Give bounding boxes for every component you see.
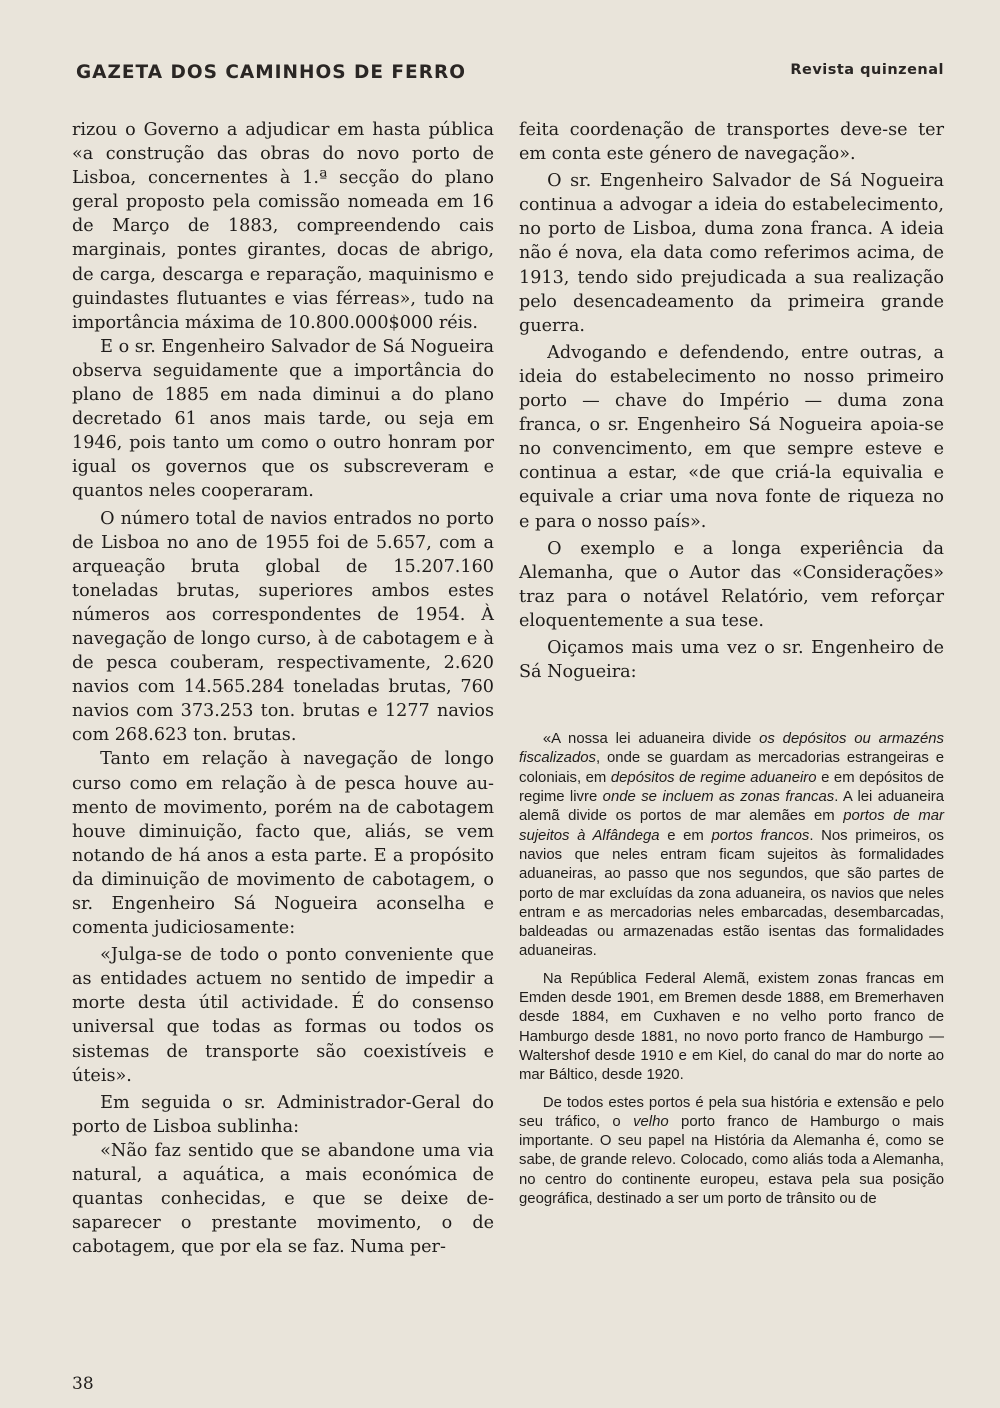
quote-paragraph: De todos estes portos é pela sua história e extensão e pelo seu tráfico, o velho porto franco de Hamburgo o mais importante. O seu papel na História da Alemanha é, como se sabe, de grande relevo. Colocado, como aliás toda a Alemanha, no centro do continente europeu, estava pela sua posição geográfica, destinado a ser um porto de trânsito ou de (519, 1094, 944, 1207)
paragraph: feita coordenação de transportes deve-se ter em conta este género de navegação». (519, 120, 944, 165)
paragraph: E o sr. Engenheiro Salvador de Sá Nogueira observa seguidamente que a importância do plano de 1885 em nada diminui a do plano decretado 61 anos mais tarde, ou seja em 1946, pois tanto um como o outro honram por igual os governos que os subscreveram e quantos neles cooperaram. (72, 336, 494, 502)
page-number: 38 (72, 1374, 94, 1394)
quote-paragraph: «Não faz sentido que se abandone uma via natural, a aquática, a mais económica de quantas conhecidas, e que se deixe desaparecer o prestante movimento, o de cabotagem, que por ela se faz. Numa per- (72, 1140, 494, 1258)
paragraph: O exemplo e a longa experiência da Alemanha, que o Autor das «Considerações» traz para o notável Relatório, vem reforçar eloquentemente a sua tese. (519, 538, 944, 631)
paragraph: Tanto em relação à navegação de longo curso como em relação à de pesca houve aumento de movimento, porém na de cabotagem houve diminuição, facto que, aliás, se vem notando de há anos a esta parte. E a propósito da diminuição de movimento de cabotagem, o sr. Engenheiro Sá Nogueira aconselha e comenta judiciosamente: (72, 749, 494, 939)
left-column (72, 118, 494, 1259)
paragraph: Advogando e defendendo, entre outras, a ideia do estabelecimento no nosso primeiro porto — chave do Império — duma zona franca, o sr. Engenheiro Sá Nogueira apoia-se no convencimento, em que sempre esteve e continua a estar, «de que criá-la equivalia e equivale a criar uma nova fonte de riqueza no e para o nosso país». (519, 342, 944, 532)
paragraph: rizou o Governo a adjudicar em hasta pública «a construção das obras do novo porto de Lisboa, concernentes à 1.ª secção do plano geral proposto pela comissão nomeada em 16 de Março de 1883, compreendendo cais marginais, pontes girantes, docas de abrigo, de carga, descarga e reparação, maquinismo e guindastes flutuantes e vias férreas», tudo na importância máxima de 10.800.000$000 réis. (72, 120, 494, 333)
right-column (519, 118, 944, 1209)
paragraph: O número total de navios entrados no porto de Lisboa no ano de 1955 foi de 5.657, com a arqueação bruta global de 15.207.160 toneladas brutas, superiores ambos estes números aos correspondentes de 1954. À navegação de longo curso, à de cabotagem e à de pesca couberam, respectivamente, 2.620 navios com 14.565.284 toneladas brutas, 760 navios com 373.253 ton. brutas e 1277 navios com 268.623 ton. brutas. (72, 508, 494, 746)
quote-paragraph: «A nossa lei aduaneira divide os depósitos ou armazéns fiscalizados, onde se guardam as mercadorias estrangeiras e coloniais, em depósitos de regime aduaneiro e em depósitos de regime livre onde se incluem as zonas francas. A lei aduaneira alemã divide os portos de mar alemães em portos de mar sujeitos à Alfândega e em portos francos. Nos primeiros, os navios que neles entram ficam sujeitos às formalidades aduaneiras, ao passo que nos segundos, que são partes de porto de mar excluídas da zona aduaneira, os navios que neles entram e as mercadorias neles embarcadas, desembarcadas, baldeadas ou armazenadas estão isentas das formalidades aduaneiras. (519, 731, 945, 960)
paragraph: O sr. Engenheiro Salvador de Sá Nogueira continua a advogar a ideia do estabelecimento, no porto de Lisboa, duma zona franca. A ideia não é nova, ela data como referimos acima, de 1913, tendo sido prejudicada a sua realização pelo desencadeamento da primeira grande guerra. (519, 171, 944, 336)
quote-paragraph: Na República Federal Alemã, existem zonas francas em Emden desde 1901, em Bremen desde 1888, em Bremerhaven desde 1884, em Cuxhaven e no velho porto franco de Hamburgo desde 1881, no novo porto franco de Hamburgo — Waltershof desde 1910 e em Kiel, do canal do mar do norte ao mar Báltico, desde 1920. (519, 970, 944, 1084)
quoted-excerpt (519, 730, 944, 1209)
journal-title: GAZETA DOS CAMINHOS DE FERRO (76, 62, 466, 83)
paragraph: Em seguida o sr. Administrador-Geral do porto de Lisboa sublinha: (72, 1092, 494, 1137)
paragraph: Oiçamos mais uma vez o sr. Engenheiro de Sá Nogueira: (519, 637, 944, 683)
quote-paragraph: «Julga-se de todo o ponto conveniente que as entidades actuem no sentido de impedir a morte desta útil actividade. É do consenso universal que todas as formas ou todos os sistemas de transporte são coexistíveis e úteis». (72, 945, 494, 1086)
journal-subtitle: Revista quinzenal (790, 62, 944, 78)
